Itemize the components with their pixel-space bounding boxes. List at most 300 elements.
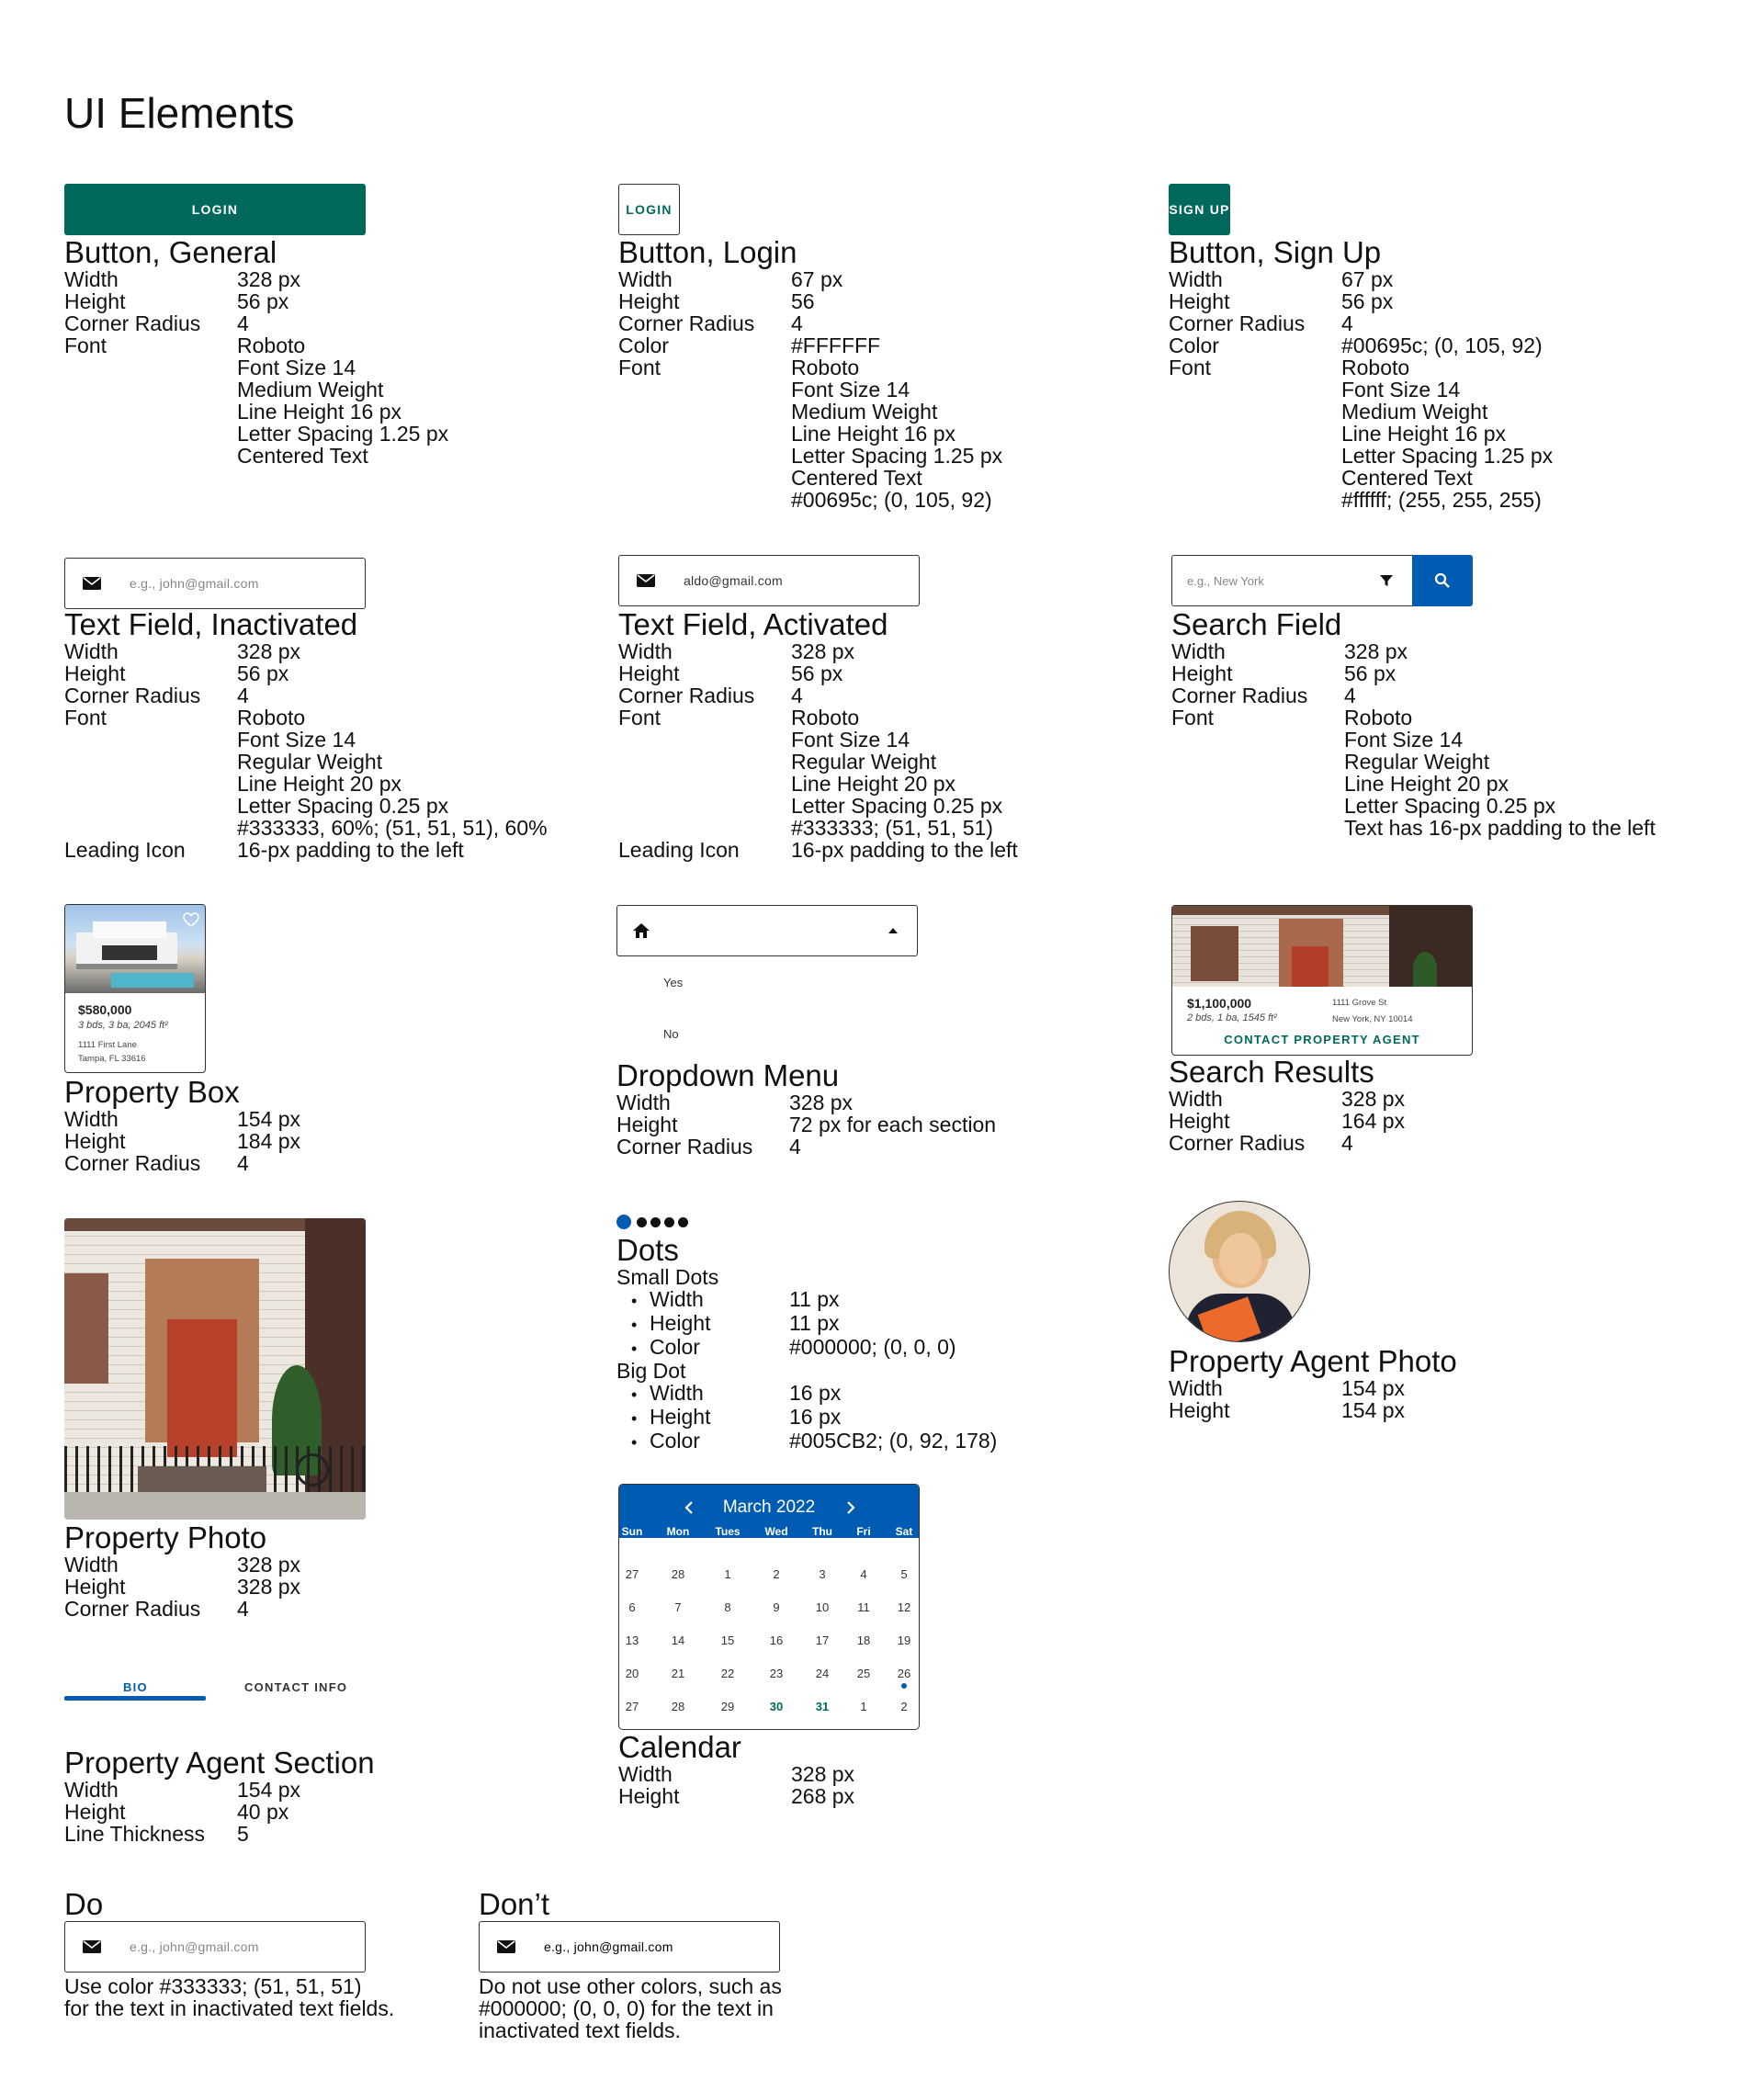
calendar-day[interactable]: 27 (625, 1700, 639, 1713)
section-title: Property Photo (64, 1520, 267, 1554)
pagination-dots[interactable] (616, 1213, 699, 1231)
spec-key: Color (1169, 333, 1219, 357)
spec-key (64, 401, 237, 423)
spec-row (618, 1785, 854, 1807)
dot[interactable] (678, 1217, 688, 1227)
spec-key (618, 751, 791, 773)
calendar-day[interactable]: 6 (628, 1600, 636, 1614)
section-title: Search Field (1171, 607, 1342, 641)
search-result-card[interactable] (1171, 905, 1473, 1056)
spec-row (1171, 684, 1656, 707)
spec-row (616, 1091, 996, 1113)
calendar-weekday: Fri (856, 1525, 871, 1538)
spec-value: Centered Text (1341, 466, 1473, 490)
calendar-day[interactable]: 14 (671, 1633, 685, 1647)
calendar-day[interactable]: 19 (897, 1633, 911, 1647)
spec-row (64, 1108, 300, 1130)
spec-row (618, 817, 1018, 839)
search-field[interactable] (1171, 555, 1473, 606)
spec-value: #333333; (51, 51, 51) (791, 816, 993, 840)
spec-list (64, 268, 448, 467)
spec-key (1169, 467, 1341, 489)
spec-key (618, 445, 791, 467)
spec-row (618, 729, 1018, 751)
property-box[interactable] (64, 904, 206, 1073)
spec-row (618, 379, 1002, 401)
spec-key: Width (1169, 267, 1223, 291)
spec-row (618, 356, 1002, 379)
spec-value: #FFFFFF (791, 333, 881, 357)
spec-list (616, 1382, 997, 1453)
signup-button[interactable]: SIGN UP (1169, 184, 1230, 235)
spec-value: 328 px (237, 1553, 301, 1577)
spec-key: Width (1169, 1087, 1223, 1111)
spec-row (64, 1823, 300, 1845)
spec-key: Height (618, 1784, 680, 1808)
spec-key (618, 379, 791, 401)
spec-row (64, 751, 548, 773)
spec-row (1169, 445, 1553, 467)
dot[interactable] (637, 1217, 647, 1227)
spec-row (618, 401, 1002, 423)
spec-value: #00695c; (0, 105, 92) (1341, 333, 1543, 357)
calendar-day[interactable]: 23 (769, 1667, 784, 1680)
agent-photo (1169, 1201, 1310, 1342)
spec-value: 16-px padding to the left (237, 838, 464, 862)
login-button-general[interactable]: LOGIN (64, 184, 366, 235)
calendar-day[interactable]: 3 (819, 1567, 826, 1581)
spec-key: Corner Radius (1169, 311, 1306, 335)
spec-list (64, 1554, 300, 1620)
dot[interactable] (664, 1217, 674, 1227)
spec-row (64, 662, 548, 684)
result-price: $1,100,000 (1187, 996, 1252, 1011)
spec-value: 67 px (791, 267, 843, 291)
result-details: 2 bds, 1 ba, 1545 ft² (1187, 1012, 1277, 1023)
spec-key (64, 356, 237, 379)
calendar-day[interactable]: 9 (773, 1600, 780, 1614)
dropdown-option-no[interactable]: No (663, 1027, 679, 1041)
spec-key (1171, 773, 1344, 795)
spec-key: Corner Radius (618, 684, 755, 707)
spec-key (1171, 817, 1344, 839)
spec-value: 56 px (1344, 661, 1396, 685)
heart-icon[interactable] (183, 912, 199, 927)
tab-indicator (64, 1696, 206, 1701)
spec-list (1171, 640, 1656, 839)
spec-row (64, 707, 548, 729)
spec-value: Letter Spacing 1.25 px (237, 422, 449, 446)
spec-key: • Color (616, 1430, 789, 1453)
spec-row (1169, 290, 1553, 312)
calendar-day[interactable]: 2 (900, 1700, 908, 1713)
spec-key (618, 489, 791, 511)
spec-row (616, 1406, 997, 1430)
spec-row (616, 1312, 997, 1336)
calendar-day[interactable]: 15 (720, 1633, 735, 1647)
spec-key (618, 423, 791, 445)
caret-up-icon (888, 927, 899, 934)
spec-row (1169, 489, 1553, 511)
spec-row (1171, 729, 1656, 751)
calendar-day[interactable]: 16 (769, 1633, 784, 1647)
section-title: Button, Login (618, 235, 797, 269)
spec-row (1169, 379, 1553, 401)
dots-small-label: Small Dots (616, 1265, 719, 1289)
spec-row (616, 1382, 997, 1406)
spec-row (64, 334, 448, 356)
spec-list (618, 1763, 854, 1807)
spec-row (64, 1598, 300, 1620)
spec-value: 16-px padding to the left (791, 838, 1018, 862)
spec-value: 4 (1344, 684, 1356, 707)
spec-key (64, 773, 237, 795)
spec-key (618, 817, 791, 839)
spec-value: 4 (237, 1151, 249, 1175)
spec-list (1169, 268, 1553, 511)
spec-row (64, 1576, 300, 1598)
spec-row (618, 489, 1002, 511)
spec-value: 56 px (237, 661, 289, 685)
spec-value: 164 px (1341, 1109, 1406, 1133)
calendar-day[interactable]: 5 (900, 1567, 908, 1581)
spec-key: Leading Icon (64, 838, 186, 862)
property-price: $580,000 (78, 1002, 132, 1017)
search-icon (1434, 572, 1451, 589)
spec-key: Font (1169, 356, 1212, 379)
spec-value: 154 px (1341, 1398, 1406, 1422)
spec-value: 11 px (789, 1311, 840, 1335)
spec-row (1169, 334, 1553, 356)
mail-icon (82, 1939, 102, 1954)
calendar-day[interactable]: 10 (815, 1600, 830, 1614)
spec-value: 40 px (237, 1800, 289, 1824)
spec-value: Medium Weight (1341, 400, 1488, 424)
spec-row (1171, 795, 1656, 817)
spec-key (1169, 423, 1341, 445)
property-address-line2: Tampa, FL 33616 (78, 1054, 146, 1064)
spec-value: 184 px (237, 1129, 301, 1153)
spec-value: Letter Spacing 1.25 px (791, 444, 1003, 468)
email-field-do-example[interactable] (64, 1921, 366, 1973)
contact-agent-link[interactable]: CONTACT PROPERTY AGENT (1224, 1033, 1420, 1046)
do-note: Use color #333333; (51, 51, 51) for the text in inactivated text fields. (64, 1974, 395, 2020)
spec-value: Font Size 14 (237, 356, 356, 379)
spec-row (618, 290, 1002, 312)
spec-key: Font (64, 333, 107, 357)
tab-bio[interactable]: BIO (123, 1680, 148, 1694)
dropdown-option-yes[interactable]: Yes (663, 976, 684, 989)
spec-key: Height (1169, 1109, 1230, 1133)
spec-key: Height (618, 661, 680, 685)
spec-value: 4 (1341, 1131, 1353, 1155)
calendar-day[interactable]: 8 (724, 1600, 731, 1614)
calendar-day[interactable]: 12 (897, 1600, 911, 1614)
calendar-day[interactable]: 2 (773, 1567, 780, 1581)
spec-row (618, 445, 1002, 467)
result-address-line1: 1111 Grove St (1332, 998, 1387, 1008)
spec-value: Line Height 20 px (791, 772, 956, 796)
spec-list (64, 1779, 300, 1845)
mail-icon (496, 1939, 516, 1954)
spec-list (618, 640, 1018, 861)
mail-icon (636, 573, 656, 588)
spec-row (1169, 1377, 1405, 1399)
spec-row (64, 312, 448, 334)
spec-key: Color (618, 333, 669, 357)
spec-key: Height (618, 289, 680, 313)
spec-row (1171, 773, 1656, 795)
spec-value: Font Size 14 (237, 728, 356, 752)
spec-key: Height (1171, 661, 1233, 685)
calendar-weekday: Mon (666, 1525, 690, 1538)
spec-key: Width (616, 1091, 671, 1114)
result-address-line2: New York, NY 10014 (1332, 1014, 1413, 1024)
spec-key (618, 729, 791, 751)
calendar-weekday: Wed (764, 1525, 788, 1538)
spec-key: • Width (616, 1288, 789, 1312)
email-placeholder: e.g., john@gmail.com (130, 576, 259, 591)
spec-row (618, 707, 1018, 729)
spec-row (64, 795, 548, 817)
spec-value: Font Size 14 (1341, 378, 1461, 401)
spec-row (616, 1430, 997, 1453)
spec-key: Height (64, 1575, 126, 1599)
do-title: Do (64, 1887, 104, 1921)
spec-key: Corner Radius (64, 1597, 201, 1621)
spec-row (1169, 401, 1553, 423)
spec-value: 56 px (791, 661, 843, 685)
spec-value: Font Size 14 (791, 728, 910, 752)
spec-list (618, 268, 1002, 511)
spec-list (1169, 1377, 1405, 1421)
calendar-day[interactable]: 31 (815, 1700, 830, 1713)
spec-value: Line Height 20 px (237, 772, 402, 796)
mail-icon (82, 576, 102, 591)
spec-value: 328 px (789, 1091, 854, 1114)
spec-value: Roboto (1344, 706, 1413, 729)
spec-value: 5 (237, 1822, 249, 1846)
spec-value: 4 (237, 1597, 249, 1621)
spec-value: Roboto (791, 356, 860, 379)
calendar-weekday: Sat (895, 1525, 913, 1538)
spec-row (1169, 356, 1553, 379)
dot-active[interactable] (616, 1215, 631, 1229)
home-icon (632, 922, 650, 939)
spec-row (618, 467, 1002, 489)
spec-key (1169, 379, 1341, 401)
calendar-weekday: Sun (621, 1525, 643, 1538)
spec-value: Roboto (237, 706, 306, 729)
filter-icon[interactable] (1379, 573, 1394, 588)
spec-key: Corner Radius (1171, 684, 1308, 707)
dropdown-select[interactable] (616, 905, 918, 956)
email-field-active[interactable] (618, 555, 920, 606)
dots-specs (616, 1266, 997, 1453)
spec-row (64, 290, 448, 312)
calendar-day[interactable]: 17 (815, 1633, 830, 1647)
spec-value: Text has 16-px padding to the left (1344, 816, 1656, 840)
spec-key: Font (618, 706, 662, 729)
spec-value: Roboto (1341, 356, 1410, 379)
spec-row (64, 729, 548, 751)
calendar-day[interactable]: 28 (671, 1567, 685, 1581)
section-title: Property Agent Section (64, 1746, 375, 1780)
search-button[interactable] (1412, 555, 1473, 606)
spec-value: #000000; (0, 0, 0) (789, 1335, 956, 1359)
section-title: Dropdown Menu (616, 1058, 840, 1092)
section-title: Property Box (64, 1075, 240, 1109)
email-field-dont-example[interactable] (479, 1921, 780, 1973)
spec-value: Centered Text (237, 444, 368, 468)
spec-row (1169, 312, 1553, 334)
spec-key: Height (64, 1800, 126, 1824)
section-title: Button, General (64, 235, 277, 269)
calendar-day[interactable]: 29 (720, 1700, 735, 1713)
calendar-day[interactable]: 28 (671, 1700, 685, 1713)
spec-row (64, 401, 448, 423)
spec-value: Regular Weight (1344, 750, 1490, 774)
spec-key: Width (64, 1778, 119, 1802)
calendar-day[interactable]: 13 (625, 1633, 639, 1647)
spec-key: Width (618, 267, 673, 291)
spec-row (64, 445, 448, 467)
spec-value: Medium Weight (791, 400, 938, 424)
calendar-day[interactable]: 30 (769, 1700, 784, 1713)
spec-value: 56 (791, 289, 815, 313)
calendar-day[interactable]: 7 (674, 1600, 682, 1614)
spec-row (618, 1763, 854, 1785)
calendar-day[interactable]: 25 (856, 1667, 871, 1680)
spec-key (1171, 751, 1344, 773)
spec-value: 11 px (789, 1287, 840, 1311)
section-title: Text Field, Activated (618, 607, 888, 641)
spec-value: #ffffff; (255, 255, 255) (1341, 488, 1542, 512)
calendar-day[interactable]: 26 (897, 1667, 911, 1680)
dont-title: Don’t (479, 1887, 550, 1921)
spec-row (618, 795, 1018, 817)
spec-row (1171, 817, 1656, 839)
spec-key: Width (1169, 1376, 1223, 1400)
spec-row (1169, 1110, 1405, 1132)
spec-row (618, 751, 1018, 773)
spec-key: Width (1171, 639, 1226, 663)
spec-row (1169, 1088, 1405, 1110)
spec-key: Corner Radius (64, 311, 201, 335)
spec-key: • Color (616, 1336, 789, 1360)
spec-value: Centered Text (791, 466, 922, 490)
spec-value: 56 px (237, 289, 289, 313)
spec-value: Letter Spacing 1.25 px (1341, 444, 1554, 468)
spec-value: 4 (789, 1135, 801, 1159)
email-field-inactive[interactable] (64, 558, 366, 609)
spec-value: Letter Spacing 0.25 px (1344, 794, 1556, 818)
calendar-day[interactable]: 24 (815, 1667, 830, 1680)
spec-key (1169, 445, 1341, 467)
spec-key: Width (618, 1762, 673, 1786)
spec-row (64, 684, 548, 707)
calendar-day[interactable]: 1 (860, 1700, 867, 1713)
calendar-day[interactable]: 20 (625, 1667, 639, 1680)
spec-key (64, 817, 237, 839)
calendar-day[interactable]: 4 (860, 1567, 867, 1581)
calendar[interactable] (618, 1484, 920, 1730)
login-button[interactable]: LOGIN (618, 184, 680, 235)
spec-row (618, 312, 1002, 334)
spec-value: 4 (237, 311, 249, 335)
spec-key: Height (64, 1129, 126, 1153)
spec-value: Roboto (791, 706, 860, 729)
spec-row (618, 684, 1018, 707)
property-photo (64, 1218, 366, 1520)
spec-key: Corner Radius (1169, 1131, 1306, 1155)
spec-list (64, 640, 548, 861)
spec-key (618, 467, 791, 489)
spec-row (64, 1130, 300, 1152)
dot[interactable] (650, 1217, 661, 1227)
calendar-day[interactable]: 11 (857, 1600, 870, 1614)
spec-value: 328 px (1344, 639, 1408, 663)
spec-key: Font (64, 706, 107, 729)
tab-contact-info[interactable]: CONTACT INFO (244, 1680, 348, 1694)
property-address-line1: 1111 First Lane (78, 1040, 137, 1050)
spec-key: • Height (616, 1312, 789, 1336)
spec-row (618, 662, 1018, 684)
spec-key (64, 751, 237, 773)
section-title: Text Field, Inactivated (64, 607, 358, 641)
spec-key: Width (64, 639, 119, 663)
spec-row (1169, 1399, 1405, 1421)
spec-row (64, 640, 548, 662)
spec-value: Medium Weight (237, 378, 384, 401)
spec-key: Width (64, 1107, 119, 1131)
spec-row (1169, 268, 1553, 290)
spec-key: Height (1169, 289, 1230, 313)
spec-key (1171, 795, 1344, 817)
spec-value: Letter Spacing 0.25 px (237, 794, 449, 818)
spec-row (616, 1336, 997, 1360)
spec-key: Width (64, 1553, 119, 1577)
spec-value: 4 (791, 311, 803, 335)
spec-key: Line Thickness (64, 1822, 205, 1846)
calendar-day[interactable]: 27 (625, 1567, 639, 1581)
spec-value: 56 px (1341, 289, 1394, 313)
search-placeholder: e.g., New York (1187, 573, 1264, 588)
spec-row (1169, 423, 1553, 445)
event-dot-indicator (901, 1683, 907, 1689)
spec-value: 328 px (791, 639, 855, 663)
spec-row (64, 1779, 300, 1801)
spec-row (1171, 662, 1656, 684)
search-input[interactable] (1171, 555, 1412, 606)
spec-row (64, 268, 448, 290)
calendar-day[interactable]: 18 (856, 1633, 871, 1647)
spec-row (618, 334, 1002, 356)
email-value: aldo@gmail.com (684, 573, 783, 588)
spec-value: Regular Weight (237, 750, 383, 774)
spec-row (618, 268, 1002, 290)
spec-value: 154 px (237, 1778, 301, 1802)
section-title: Button, Sign Up (1169, 235, 1382, 269)
calendar-day[interactable]: 21 (671, 1667, 685, 1680)
spec-key (64, 445, 237, 467)
spec-key: • Width (616, 1382, 789, 1406)
chevron-right-icon[interactable] (845, 1501, 856, 1514)
calendar-day[interactable]: 1 (724, 1567, 731, 1581)
spec-row (64, 356, 448, 379)
calendar-day[interactable]: 22 (720, 1667, 735, 1680)
property-image (1172, 906, 1472, 987)
